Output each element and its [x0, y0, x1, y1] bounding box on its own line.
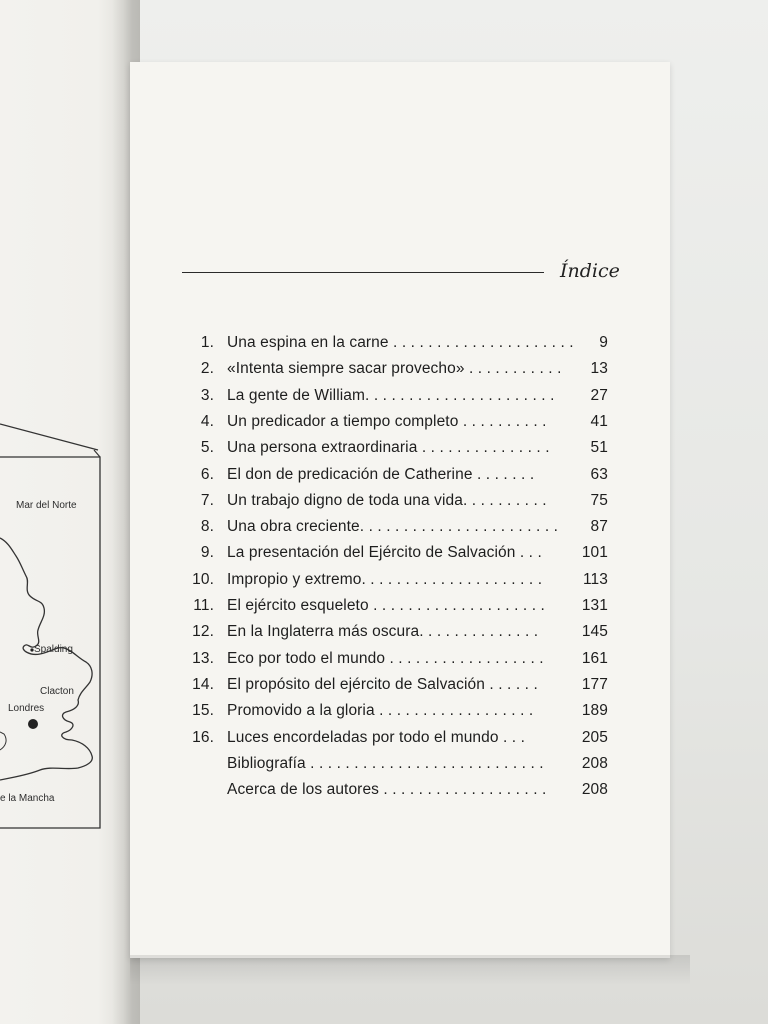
toc-entry — [130, 597, 670, 623]
toc-entry-page: 161 — [581, 649, 608, 667]
toc-entry-number: 11. — [193, 597, 214, 614]
toc-entry-number: 4. — [200, 412, 214, 430]
toc-entry-page: 208 — [581, 754, 608, 772]
toc-entry-number: 1. — [200, 334, 214, 351]
toc-entry-title: Un trabajo digno de toda una vida. . . . . . . . . . — [227, 491, 547, 509]
map-label-channel: e la Mancha — [0, 793, 55, 804]
toc-entry — [130, 466, 670, 492]
toc-entry-title: En la Inglaterra más oscura. . . . . . . . . . . . . . — [227, 623, 539, 641]
toc-entry-number: 6. — [200, 465, 214, 483]
toc-entry — [130, 623, 670, 649]
toc-entry-page: 145 — [581, 623, 608, 641]
toc-entry — [130, 360, 670, 386]
toc-entry-title: Luces encordeladas por todo el mundo . . . — [227, 728, 526, 746]
toc-entry-page: 41 — [590, 412, 608, 430]
toc-entry-title: Eco por todo el mundo . . . . . . . . . . . . . . . . . . — [227, 649, 544, 667]
toc-entry-number: 13. — [192, 649, 214, 667]
toc-entry-number: 7. — [200, 491, 214, 509]
toc-entry — [130, 492, 670, 518]
toc-entry — [130, 729, 670, 755]
toc-entry-title: El propósito del ejército de Salvación . . . . . . — [227, 675, 538, 693]
toc-entry-number: 3. — [200, 386, 214, 404]
toc-entry-number: 9. — [200, 544, 214, 562]
toc-entry-title: Promovido a la gloria . . . . . . . . . . . . . . . . . . — [227, 702, 534, 720]
toc-entry — [130, 781, 670, 807]
toc-entry-title: Bibliografía . . . . . . . . . . . . . . . . . . . . . . . . . . . — [227, 754, 544, 772]
toc-entry-title: Una espina en la carne . . . . . . . . . . . . . . . . . . . . . — [227, 334, 574, 351]
toc-entry-page: 51 — [590, 439, 608, 457]
toc-entry — [130, 439, 670, 465]
toc-page — [130, 62, 670, 958]
toc-entry-title: Un predicador a tiempo completo . . . . . . . . . . — [227, 412, 547, 430]
toc-entry-number: 12. — [192, 623, 214, 641]
toc-entry — [130, 676, 670, 702]
toc-entry-page: 113 — [582, 570, 608, 588]
toc-entry-number: 10. — [192, 570, 214, 588]
toc-entry-title: La presentación del Ejército de Salvación . . . — [227, 544, 542, 562]
toc-entry-title: «Intenta siempre sacar provecho» . . . . . . . . . . . — [227, 360, 562, 378]
toc-entry-page: 9 — [599, 334, 608, 351]
toc-entry-page: 87 — [590, 518, 608, 536]
toc-entry — [130, 650, 670, 676]
toc-entry — [130, 334, 670, 360]
toc-entry-title: Una persona extraordinaria . . . . . . . . . . . . . . . — [227, 439, 550, 457]
toc-entry-page: 208 — [581, 781, 608, 799]
toc-entry-title: El ejército esqueleto . . . . . . . . . . . . . . . . . . . . — [227, 597, 545, 614]
toc-entry — [130, 755, 670, 781]
toc-entry-number: 8. — [200, 518, 214, 536]
toc-entry — [130, 413, 670, 439]
left-facing-page — [0, 0, 140, 1024]
toc-entry — [130, 387, 670, 413]
toc-entry-page: 131 — [581, 597, 608, 614]
toc-entry-title: Una obra creciente. . . . . . . . . . . . . . . . . . . . . . . — [227, 518, 559, 536]
map-label-london: Londres — [8, 703, 45, 714]
toc-entry — [130, 518, 670, 544]
map-label-north-sea: Mar del Norte — [16, 500, 77, 511]
page-shadow — [130, 955, 690, 985]
toc-entry-title: Acerca de los autores . . . . . . . . . . . . . . . . . . . — [227, 781, 547, 799]
toc-entry-page: 177 — [581, 675, 608, 693]
toc-entry-page: 63 — [590, 465, 608, 483]
toc-entry-number: 5. — [200, 439, 214, 457]
page-title: Índice — [560, 260, 620, 282]
toc-entry-number: 16. — [192, 728, 214, 746]
toc-entry — [130, 544, 670, 570]
toc-entry-page: 27 — [590, 386, 608, 404]
toc-entry-title: El don de predicación de Catherine . . . . . . . — [227, 465, 535, 483]
toc-entry-number: 2. — [200, 360, 214, 378]
toc-entry-number: 14. — [192, 675, 214, 693]
toc-entry-title: La gente de William. . . . . . . . . . . . . . . . . . . . . . — [227, 386, 555, 404]
header-rule — [182, 272, 544, 273]
toc-entry-title: Impropio y extremo. . . . . . . . . . . . . . . . . . . . . — [227, 570, 543, 588]
toc-entry-number: 15. — [192, 702, 214, 720]
map-label-spalding: Spalding — [34, 644, 73, 655]
map-label-clacton: Clacton — [40, 686, 74, 697]
toc-entry-page: 101 — [581, 544, 608, 562]
toc-entry-page: 75 — [590, 491, 608, 509]
toc-entry — [130, 702, 670, 728]
toc-entry — [130, 571, 670, 597]
toc-entry-page: 189 — [581, 702, 608, 720]
toc-entry-page: 205 — [581, 728, 608, 746]
toc-entry-page: 13 — [590, 360, 608, 378]
